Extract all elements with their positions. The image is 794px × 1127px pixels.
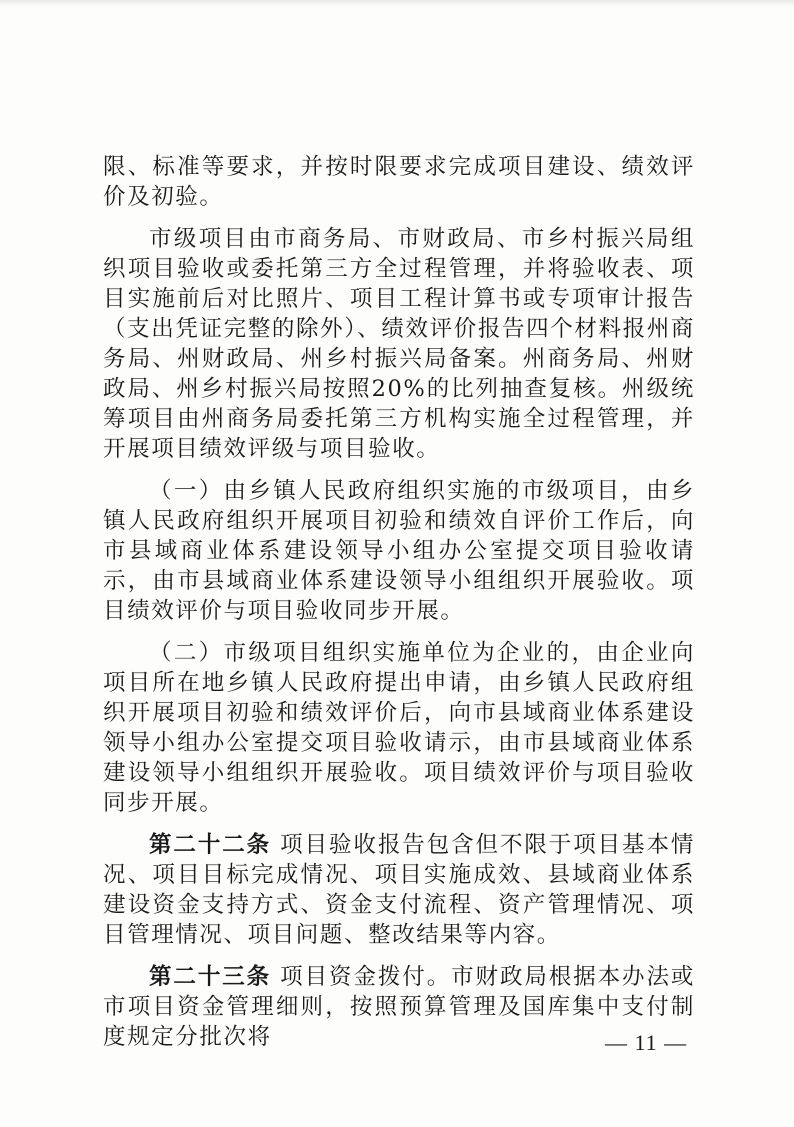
paragraph-item-two [103, 638, 695, 818]
paragraph-text: （一）由乡镇人民政府组织实施的市级项目，由乡镇人民政府组织开展项目初验和绩效自评价工作后，向市县域商业体系建设领导小组办公室提交项目验收请示，由市县域商业体系建设领导小组组织开展验收。项目绩效评价与项目验收同步开展。 [103, 478, 695, 624]
paragraph-text: 项目验收报告包含但不限于项目基本情况、项目目标完成情况、项目实施成效、县域商业体系建设资金支持方式、资金支付流程、资产管理情况、项目管理情况、项目问题、整改结果等内容。 [103, 832, 695, 948]
paragraph-acceptance [103, 224, 695, 464]
paragraph-text: 市级项目由市商务局、市财政局、市乡村振兴局组织项目验收或委托第三方全过程管理，并将验收表、项目实施前后对比照片、项目工程计算书或专项审计报告（支出凭证完整的除外）、绩效评价报告四个材料报州商务局、州财政局、州乡村振兴局备案。州商务局、州财政局、州乡村振兴局按照20%的比列抽查复核。州级统筹项目由州商务局委托第三方机构实施全过程管理，并开展项目绩效评级与项目验收。 [103, 226, 695, 462]
page-number: — 11 — [605, 1030, 688, 1055]
paragraph-text: （二）市级项目组织实施单位为企业的，由企业向项目所在地乡镇人民政府提出申请，由乡镇人民政府组织开展项目初验和绩效评价后，向市县域商业体系建设领导小组办公室提交项目验收请示，由市县域商业体系建设领导小组组织开展验收。项目绩效评价与项目验收同步开展。 [103, 640, 695, 816]
article-heading: 第二十二条 [149, 832, 272, 858]
paragraph-article-22 [103, 830, 695, 950]
paragraph-continuation [103, 152, 695, 212]
paragraph-item-one [103, 476, 695, 626]
paragraph-text: 项目资金拨付。市财政局根据本办法或市项目资金管理细则，按照预算管理及国库集中支付制度规定分批次将 [103, 964, 695, 1050]
body-text [103, 152, 695, 1064]
paragraph-text: 限、标准等要求，并按时限要求完成项目建设、绩效评价及初验。 [103, 154, 695, 210]
scan-edge [0, 0, 794, 6]
article-heading: 第二十三条 [149, 964, 272, 990]
